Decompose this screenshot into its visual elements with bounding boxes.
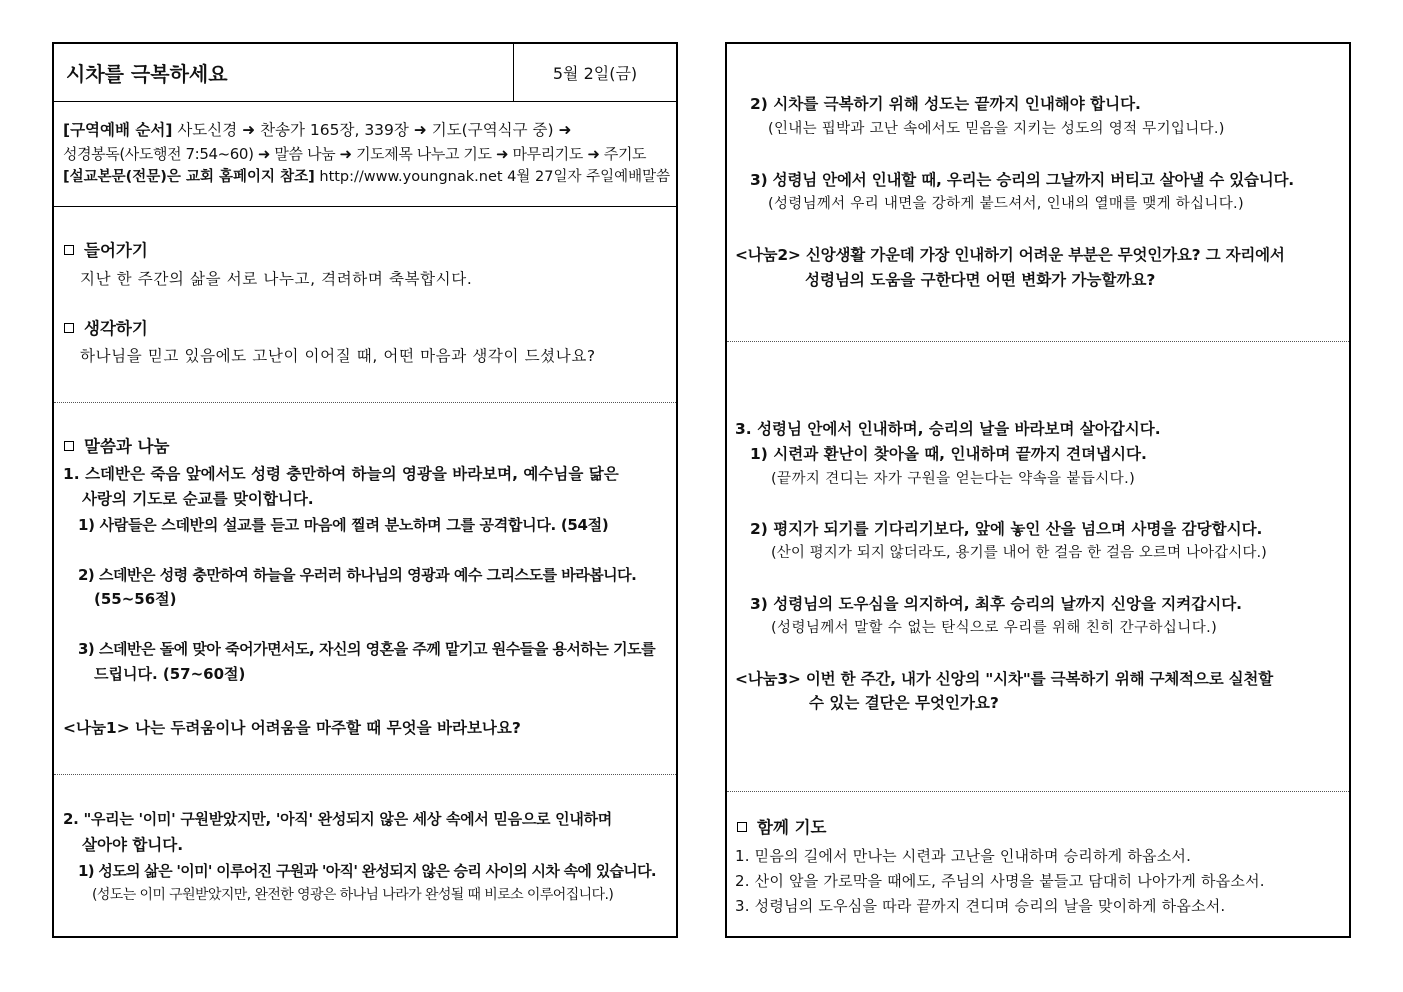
checkbox-square-icon [64, 245, 74, 255]
page-title: 시차를 극복하세요 [66, 62, 228, 86]
share-2-line-2: 성령님의 도움을 구한다면 어떤 변화가 가능할까요? [805, 271, 1156, 289]
word-heading: 말씀과 나눔 [64, 437, 169, 457]
point-2-sub-2-note: (인내는 핍박과 고난 속에서도 믿음을 지키는 성도의 영적 무기입니다.) [768, 121, 1225, 137]
point-2-sub-3-note: (성령님께서 우리 내면을 강하게 붙드셔서, 인내의 열매를 맺게 하십니다.) [768, 196, 1244, 212]
sermon-label: [설교본문(전문)은 교회 홈페이지 참조] [63, 169, 315, 185]
worship-order-section [54, 101, 676, 207]
point-3-sub-2-note: (산이 평지가 되지 않더라도, 용기를 내어 한 걸음 한 걸음 오르며 나아갑시다.) [771, 545, 1267, 561]
share-3-line-1: <나눔3> 이번 한 주간, 내가 신앙의 "시차"를 극복하기 위해 구체적으로 실천할 [735, 670, 1273, 688]
think-text: 하나님을 믿고 있음에도 고난이 이어질 때, 어떤 마음과 생각이 드셨나요? [80, 347, 596, 365]
prayer-item-3: 3. 성령님의 도우심을 따라 끝까지 견디며 승리의 날을 맞이하게 하옵소서. [735, 897, 1226, 915]
order-line-2: 성경봉독(사도행전 7:54~60) ➜ 말씀 나눔 ➜ 기도제목 나누고 기도 ➜ 마무리기도 ➜ 주기도 [63, 145, 647, 163]
point-2-sub-3: 3) 성령님 안에서 인내할 때, 우리는 승리의 그날까지 버티고 살아낼 수 있습니다. [750, 171, 1294, 189]
point-2-continued-section [727, 44, 1349, 342]
intro-section [54, 207, 676, 403]
share-1: <나눔1> 나는 두려움이나 어려움을 마주할 때 무엇을 바라보나요? [63, 719, 521, 737]
point-1-sub-1: 1) 사람들은 스데반의 설교를 듣고 마음에 찔려 분노하며 그를 공격합니다. (54절) [78, 516, 609, 534]
share-3-line-2: 수 있는 결단은 무엇인가요? [809, 694, 999, 712]
point-2-sub-2: 2) 시차를 극복하기 위해 성도는 끝까지 인내해야 합니다. [750, 95, 1141, 113]
point-2-sub-1-note: (성도는 이미 구원받았지만, 완전한 영광은 하나님 나라가 완성될 때 비로소 이루어집니다.) [92, 887, 614, 903]
prayer-item-2: 2. 산이 앞을 가로막을 때에도, 주님의 사명을 붙들고 담대히 나아가게 하옵소서. [735, 872, 1265, 890]
left-page [52, 42, 678, 938]
point-3-sub-2: 2) 평지가 되기를 기다리기보다, 앞에 놓인 산을 넘으며 사명을 감당합시다. [750, 520, 1263, 538]
checkbox-square-icon [737, 822, 747, 832]
share-2-line-1: <나눔2> 신앙생활 가운데 가장 인내하기 어려운 부분은 무엇인가요? 그 자리에서 [735, 246, 1285, 264]
point-2-line-1: 2. "우리는 '이미' 구원받았지만, '아직' 완성되지 않은 세상 속에서 믿음으로 인내하며 [63, 810, 612, 828]
homepage-link: http://www.youngnak.net 4월 27일자 주일예배말씀 [314, 169, 671, 185]
point-1-sub-2: 2) 스데반은 성령 충만하여 하늘을 우러러 하나님의 영광과 예수 그리스도를 바라봅니다. [78, 566, 637, 584]
point-3-section [727, 342, 1349, 792]
point-2-sub-1: 1) 성도의 삶은 '이미' 이루어진 구원과 '아직' 완성되지 않은 승리 사이의 시차 속에 있습니다. [78, 862, 656, 880]
point-3-sub-3-note: (성령님께서 말할 수 없는 탄식으로 우리를 위해 친히 간구하십니다.) [771, 620, 1218, 636]
point-1-sub-3: 3) 스데반은 돌에 맞아 죽어가면서도, 자신의 영혼을 주께 맡기고 원수들을 용서하는 기도를 [78, 640, 656, 658]
point-2-line-2: 살아야 합니다. [82, 836, 184, 854]
order-line-1: [구역예배 순서] 사도신경 ➜ 찬송가 165장, 339장 ➜ 기도(구역식구 중) ➜ [63, 121, 572, 139]
date-cell [513, 44, 676, 101]
checkbox-square-icon [64, 441, 74, 451]
date-label: 5월 2일(금) [552, 64, 638, 83]
prayer-item-1: 1. 믿음의 길에서 만나는 시련과 고난을 인내하며 승리하게 하옵소서. [735, 847, 1192, 865]
title-row [54, 44, 676, 102]
prayer-heading: 함께 기도 [737, 818, 827, 838]
intro-text: 지난 한 주간의 삶을 서로 나누고, 격려하며 축복합시다. [80, 270, 473, 288]
word-section [54, 403, 676, 775]
point-1-line-2: 사랑의 기도로 순교를 맞이합니다. [82, 490, 314, 508]
point-3-sub-1: 1) 시련과 환난이 찾아올 때, 인내하며 끝까지 견뎌냅시다. [750, 445, 1147, 463]
point-3-sub-1-note: (끝까지 견디는 자가 구원을 얻는다는 약속을 붙듭시다.) [771, 471, 1136, 487]
checkbox-square-icon [64, 323, 74, 333]
order-label: [구역예배 순서] [63, 121, 173, 139]
right-page [725, 42, 1351, 938]
point-3-sub-3: 3) 성령님의 도우심을 의지하여, 최후 승리의 날까지 신앙을 지켜갑시다. [750, 595, 1243, 613]
intro-heading: 들어가기 [64, 241, 148, 261]
prayer-section [727, 792, 1349, 936]
point-3-line-1: 3. 성령님 안에서 인내하며, 승리의 날을 바라보며 살아갑시다. [735, 420, 1161, 438]
point-2-section [54, 775, 676, 936]
point-1-line-1: 1. 스데반은 죽음 앞에서도 성령 충만하여 하늘의 영광을 바라보며, 예수님을 닮은 [63, 465, 619, 483]
point-1-sub-2-ref: (55~56절) [94, 590, 177, 608]
order-line-3 [63, 167, 670, 187]
point-1-sub-3-ref: 드립니다. (57~60절) [94, 665, 246, 683]
think-heading: 생각하기 [64, 319, 148, 339]
